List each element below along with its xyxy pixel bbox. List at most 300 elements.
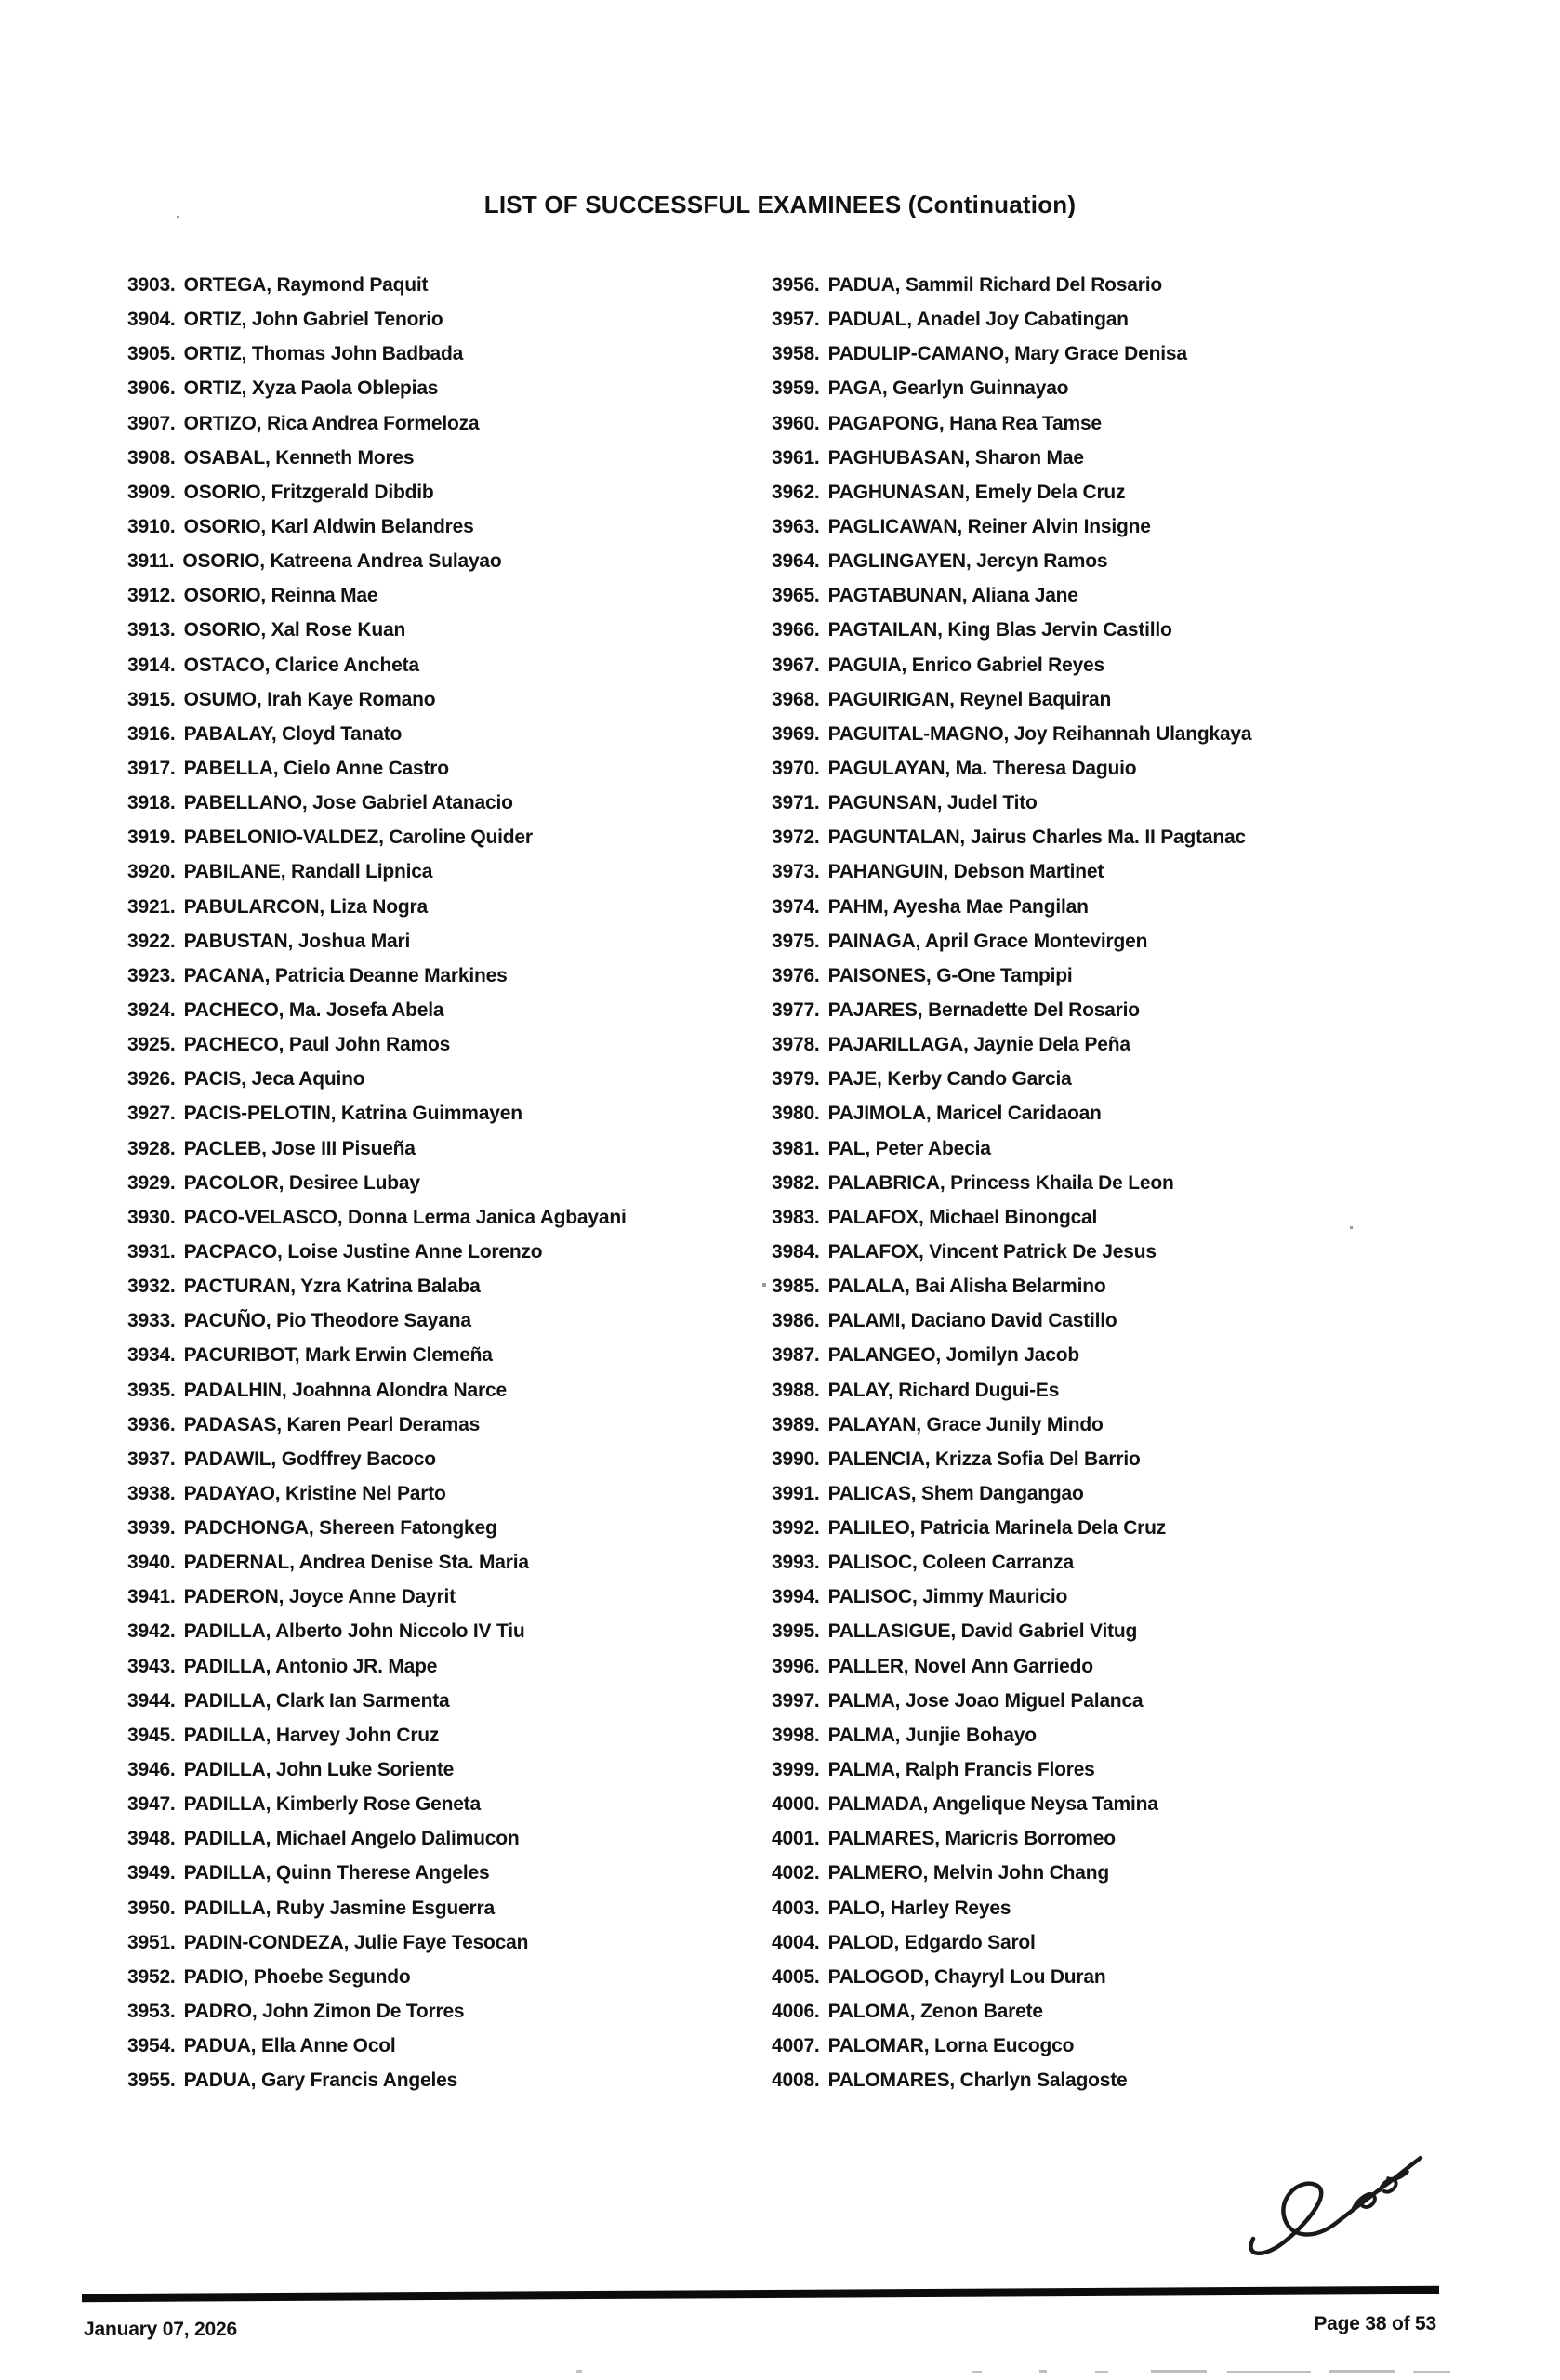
examinee-name: PALLER, Novel Ann Garriedo	[827, 1655, 1093, 1677]
examinee-name: PADCHONGA, Shereen Fatongkeg	[183, 1517, 497, 1540]
examinee-name: PALOGOD, Chayryl Lou Duran	[827, 1965, 1106, 1988]
examinee-number: 4000.	[772, 1793, 820, 1816]
list-item	[772, 1856, 1251, 1890]
examinee-name: PALMADA, Angelique Neysa Tamina	[827, 1793, 1158, 1816]
examinee-number: 3975.	[772, 930, 820, 952]
examinee-name: PACLEB, Jose III Pisueña	[183, 1137, 416, 1159]
examinee-name: PABILANE, Randall Lipnica	[183, 861, 433, 883]
list-item	[772, 544, 1251, 578]
list-item	[127, 1994, 627, 2029]
examinee-number: 3990.	[772, 1448, 820, 1470]
examinee-number: 3931.	[127, 1240, 176, 1263]
examinee-number: 3968.	[772, 688, 820, 710]
list-item	[127, 509, 627, 544]
list-item	[772, 1408, 1251, 1442]
list-item	[127, 1718, 627, 1752]
list-item	[772, 1684, 1251, 1718]
list-item	[127, 1891, 627, 1925]
list-item	[127, 1960, 627, 1994]
list-item	[127, 1649, 627, 1684]
examinee-number: 3986.	[772, 1310, 820, 1332]
examinee-number: 3903.	[127, 274, 176, 296]
examinee-number: 3934.	[127, 1344, 176, 1367]
examinee-number: 3995.	[772, 1620, 820, 1643]
list-item	[127, 854, 627, 889]
examinee-name: PACANA, Patricia Deanne Markines	[183, 964, 508, 986]
examinee-number: 3929.	[127, 1171, 176, 1194]
list-item	[127, 1166, 627, 1200]
examinee-number: 3999.	[772, 1759, 820, 1781]
list-item	[772, 302, 1251, 337]
examinee-name: PALLASIGUE, David Gabriel Vitug	[827, 1620, 1138, 1643]
examinee-number: 3942.	[127, 1620, 176, 1643]
examinee-number: 3978.	[772, 1034, 820, 1056]
list-item	[772, 578, 1251, 613]
examinee-number: 3969.	[772, 722, 820, 745]
list-item	[127, 406, 627, 441]
list-item	[127, 924, 627, 959]
list-item	[127, 1511, 627, 1545]
examinee-name: OSORIO, Reinna Mae	[183, 585, 378, 607]
examinee-name: PAGHUBASAN, Sharon Mae	[827, 446, 1084, 469]
list-item	[772, 509, 1251, 544]
examinee-number: 3907.	[127, 412, 176, 434]
examinee-name: PACTURAN, Yzra Katrina Balaba	[183, 1276, 481, 1298]
examinee-number: 3928.	[127, 1137, 176, 1159]
list-item	[127, 1442, 627, 1476]
examinee-number: 3943.	[127, 1655, 176, 1677]
examinee-number: 3927.	[127, 1103, 176, 1125]
list-item	[772, 1166, 1251, 1200]
examinee-number: 3917.	[127, 757, 176, 779]
examinee-number: 4004.	[772, 1931, 820, 1953]
list-item	[772, 648, 1251, 682]
list-item	[127, 613, 627, 647]
examinee-number: 3946.	[127, 1759, 176, 1781]
examinee-number: 3952.	[127, 1965, 176, 1988]
examinee-number: 3951.	[127, 1931, 176, 1953]
list-item	[772, 475, 1251, 509]
examinee-name: PADIO, Phoebe Segundo	[183, 1965, 411, 1988]
list-item	[127, 1062, 627, 1096]
examinee-number: 3980.	[772, 1103, 820, 1125]
examinee-name: PALABRICA, Princess Khaila De Leon	[827, 1171, 1174, 1194]
list-item	[127, 2063, 627, 2097]
examinee-name: PALMA, Junjie Bohayo	[827, 1724, 1037, 1746]
list-item	[127, 441, 627, 475]
examinee-number: 4006.	[772, 2001, 820, 2023]
list-item	[772, 717, 1251, 751]
list-item	[772, 2029, 1251, 2063]
examinee-name: PAGULAYAN, Ma. Theresa Daguio	[827, 757, 1137, 779]
list-item	[772, 924, 1251, 959]
list-item	[127, 1027, 627, 1062]
examinee-name: PALISOC, Coleen Carranza	[827, 1552, 1074, 1574]
examinee-name: PACIS, Jeca Aquino	[183, 1068, 365, 1091]
footer-page-number: Page 38 of 53	[1314, 2313, 1436, 2334]
list-item	[772, 1752, 1251, 1787]
list-item	[127, 1235, 627, 1269]
list-item	[772, 406, 1251, 441]
examinee-name: PAGUITAL-MAGNO, Joy Reihannah Ulangkaya	[827, 722, 1252, 745]
list-item	[127, 1131, 627, 1166]
examinee-name: PAINAGA, April Grace Montevirgen	[827, 930, 1148, 952]
examinee-name: PACOLOR, Desiree Lubay	[183, 1171, 420, 1194]
examinee-name: ORTIZO, Rica Andrea Formeloza	[183, 412, 480, 434]
list-item	[772, 1787, 1251, 1821]
examinee-name: PAHM, Ayesha Mae Pangilan	[827, 895, 1089, 918]
examinee-number: 3988.	[772, 1379, 820, 1401]
examinee-number: 3954.	[127, 2035, 176, 2057]
examinee-name: ORTIZ, Xyza Paola Oblepias	[183, 377, 439, 400]
examinee-name: PAJE, Kerby Cando Garcia	[827, 1068, 1072, 1091]
examinee-name: PALAFOX, Michael Binongcal	[827, 1206, 1098, 1228]
list-item	[772, 1096, 1251, 1130]
examinee-number: 3913.	[127, 619, 176, 641]
examinee-name: PAGUNTALAN, Jairus Charles Ma. II Pagtanac	[827, 826, 1246, 849]
examinee-number: 3923.	[127, 964, 176, 986]
list-item	[772, 2063, 1251, 2097]
examinee-number: 3974.	[772, 895, 820, 918]
list-item	[772, 786, 1251, 820]
list-item	[127, 371, 627, 405]
list-item	[772, 371, 1251, 405]
examinee-name: PAGUIRIGAN, Reynel Baquiran	[827, 688, 1112, 710]
examinee-name: PALOMAR, Lorna Eucogco	[827, 2035, 1075, 2057]
examinee-name: PABULARCON, Liza Nogra	[183, 895, 428, 918]
examinee-name: PALANGEO, Jomilyn Jacob	[827, 1344, 1079, 1367]
list-item	[772, 1614, 1251, 1648]
examinee-number: 3950.	[127, 1897, 176, 1919]
examinee-name: PALOD, Edgardo Sarol	[827, 1931, 1036, 1953]
examinee-name: PALMA, Jose Joao Miguel Palanca	[827, 1689, 1144, 1712]
examinee-number: 3914.	[127, 654, 176, 676]
list-item	[772, 1891, 1251, 1925]
list-item	[127, 786, 627, 820]
examinee-name: ORTIZ, John Gabriel Tenorio	[183, 309, 443, 331]
list-item	[772, 1373, 1251, 1408]
list-item	[772, 337, 1251, 371]
examinee-number: 3979.	[772, 1068, 820, 1091]
list-item	[772, 1200, 1251, 1235]
examinee-number: 3966.	[772, 619, 820, 641]
examinee-name: PABALAY, Cloyd Tanato	[183, 722, 403, 745]
list-item	[772, 1821, 1251, 1856]
examinee-name: PADILLA, John Luke Soriente	[183, 1759, 455, 1781]
examinee-number: 3919.	[127, 826, 176, 849]
list-item	[772, 268, 1251, 302]
examinee-name: PACHECO, Paul John Ramos	[183, 1034, 451, 1056]
list-item	[772, 613, 1251, 647]
examinee-name: PADERNAL, Andrea Denise Sta. Maria	[183, 1552, 529, 1574]
list-item	[127, 2029, 627, 2063]
list-item	[772, 1649, 1251, 1684]
examinee-number: 3940.	[127, 1552, 176, 1574]
examinee-name: PADUA, Gary Francis Angeles	[183, 2069, 458, 2092]
examinee-name: PADUA, Ella Anne Ocol	[183, 2035, 396, 2057]
examinee-number: 3926.	[127, 1068, 176, 1091]
examinee-number: 3955.	[127, 2069, 176, 2092]
examinee-name: PABELONIO-VALDEZ, Caroline Quider	[183, 826, 533, 849]
list-item	[772, 1442, 1251, 1476]
examinee-name: PALILEO, Patricia Marinela Dela Cruz	[827, 1517, 1167, 1540]
examinee-number: 3936.	[127, 1413, 176, 1435]
examinee-name: PAGTAILAN, King Blas Jervin Castillo	[827, 619, 1172, 641]
examinee-name: PAJARES, Bernadette Del Rosario	[827, 998, 1140, 1021]
list-item	[772, 1303, 1251, 1338]
examinee-name: PAHANGUIN, Debson Martinet	[827, 861, 1104, 883]
examinee-name: PALALA, Bai Alisha Belarmino	[827, 1276, 1106, 1298]
examinee-name: ORTIZ, Thomas John Badbada	[183, 343, 464, 365]
list-item	[772, 854, 1251, 889]
examinee-name: PADILLA, Kimberly Rose Geneta	[183, 1793, 481, 1816]
examinee-number: 3948.	[127, 1828, 176, 1850]
examinee-name: PAISONES, G-One Tampipi	[827, 964, 1073, 986]
examinee-name: PACO-VELASCO, Donna Lerma Janica Agbayani	[183, 1206, 627, 1228]
examinee-number: 3905.	[127, 343, 176, 365]
examinee-name: PAJIMOLA, Maricel Caridaoan	[827, 1103, 1102, 1125]
list-item	[127, 993, 627, 1027]
examinee-number: 3930.	[127, 1206, 176, 1228]
examinee-number: 3982.	[772, 1171, 820, 1194]
examinee-name: PABELLANO, Jose Gabriel Atanacio	[183, 792, 513, 814]
examinee-name: OSORIO, Karl Aldwin Belandres	[183, 515, 474, 537]
list-item	[772, 1580, 1251, 1614]
examinee-number: 3996.	[772, 1655, 820, 1677]
list-item	[772, 959, 1251, 993]
list-item	[127, 648, 627, 682]
examinee-number: 3910.	[127, 515, 176, 537]
examinee-number: 4008.	[772, 2069, 820, 2092]
list-item	[772, 993, 1251, 1027]
examinee-name: PADULIP-CAMANO, Mary Grace Denisa	[827, 343, 1187, 365]
examinee-number: 3976.	[772, 964, 820, 986]
examinee-number: 3949.	[127, 1862, 176, 1884]
list-item	[127, 1580, 627, 1614]
examinee-name: PACHECO, Ma. Josefa Abela	[183, 998, 444, 1021]
footer-divider	[82, 2286, 1439, 2302]
scan-noise-dash	[1151, 2370, 1207, 2373]
examinee-name: PALO, Harley Reyes	[827, 1897, 1011, 1919]
examinee-number: 3962.	[772, 481, 820, 503]
examinee-name: PAGHUNASAN, Emely Dela Cruz	[827, 481, 1126, 503]
examinee-name: PADILLA, Harvey John Cruz	[183, 1724, 440, 1746]
examinee-number: 3921.	[127, 895, 176, 918]
examinee-name: PACIS-PELOTIN, Katrina Guimmayen	[183, 1103, 522, 1125]
list-item	[772, 820, 1251, 854]
examinee-number: 3985.	[772, 1276, 820, 1298]
scan-speck	[762, 1283, 766, 1287]
examinee-name: OSORIO, Xal Rose Kuan	[183, 619, 406, 641]
list-item	[772, 1131, 1251, 1166]
examinee-number: 3997.	[772, 1689, 820, 1712]
examinee-number: 3970.	[772, 757, 820, 779]
list-item	[772, 1269, 1251, 1303]
examinee-number: 3984.	[772, 1240, 820, 1263]
scan-noise-dash	[576, 2370, 582, 2373]
examinee-number: 3977.	[772, 998, 820, 1021]
list-item	[127, 1925, 627, 1960]
scan-noise-dash	[1039, 2370, 1047, 2373]
list-item	[772, 1511, 1251, 1545]
examinee-name: PALMERO, Melvin John Chang	[827, 1862, 1109, 1884]
examinee-number: 3987.	[772, 1344, 820, 1367]
list-item	[772, 890, 1251, 924]
list-item	[127, 1821, 627, 1856]
examinee-number: 3958.	[772, 343, 820, 365]
examinee-name: PABELLA, Cielo Anne Castro	[183, 757, 449, 779]
examinee-name: ORTEGA, Raymond Paquit	[183, 274, 429, 296]
list-item	[127, 1476, 627, 1511]
examinee-number: 4002.	[772, 1862, 820, 1884]
examinee-name: PALAY, Richard Dugui-Es	[827, 1379, 1060, 1401]
examinee-number: 3944.	[127, 1689, 176, 1712]
list-item	[772, 682, 1251, 717]
examinee-number: 3972.	[772, 826, 820, 849]
examinee-name: PADALHIN, Joahnna Alondra Narce	[183, 1379, 507, 1401]
examinee-name: PADILLA, Ruby Jasmine Esguerra	[183, 1897, 495, 1919]
examinee-number: 3991.	[772, 1482, 820, 1504]
list-item	[127, 578, 627, 613]
scan-noise-dash	[972, 2371, 982, 2373]
examinee-name: PAGTABUNAN, Aliana Jane	[827, 585, 1078, 607]
examinee-number: 3924.	[127, 998, 176, 1021]
page-title: LIST OF SUCCESSFUL EXAMINEES (Continuation)	[483, 191, 1077, 218]
list-item	[127, 1338, 627, 1372]
examinee-number: 3908.	[127, 446, 176, 469]
list-item	[127, 1614, 627, 1648]
examinee-number: 4003.	[772, 1897, 820, 1919]
list-item	[127, 1856, 627, 1890]
examinee-name: PAL, Peter Abecia	[827, 1137, 991, 1159]
examinee-number: 3953.	[127, 2001, 176, 2023]
list-item	[772, 1718, 1251, 1752]
examinee-number: 3983.	[772, 1206, 820, 1228]
list-item	[127, 302, 627, 337]
examinee-number: 3967.	[772, 654, 820, 676]
examinee-name: PADILLA, Antonio JR. Mape	[183, 1655, 438, 1677]
examinee-name: PALICAS, Shem Dangangao	[827, 1482, 1084, 1504]
examinee-name: PADUA, Sammil Richard Del Rosario	[827, 274, 1162, 296]
examinee-number: 3912.	[127, 585, 176, 607]
examinee-number: 3918.	[127, 792, 176, 814]
list-item	[772, 1062, 1251, 1096]
examinee-name: PAGLINGAYEN, Jercyn Ramos	[827, 550, 1108, 573]
examinee-number: 3945.	[127, 1724, 176, 1746]
examinee-number: 3909.	[127, 481, 176, 503]
examinee-number: 4007.	[772, 2035, 820, 2057]
examinee-name: PALOMA, Zenon Barete	[827, 2001, 1043, 2023]
list-item	[127, 1200, 627, 1235]
scan-noise-dash	[1095, 2371, 1108, 2373]
examinee-number: 3937.	[127, 1448, 176, 1470]
examinee-name: PADASAS, Karen Pearl Deramas	[183, 1413, 481, 1435]
examinee-name: PALAMI, Daciano David Castillo	[827, 1310, 1117, 1332]
examinee-number: 3922.	[127, 930, 176, 952]
list-item	[772, 751, 1251, 786]
list-item	[127, 751, 627, 786]
examinee-name: PAGA, Gearlyn Guinnayao	[827, 377, 1069, 400]
scan-speck	[1350, 1226, 1353, 1229]
examinee-number: 4005.	[772, 1965, 820, 1988]
examinee-name: PAGUNSAN, Judel Tito	[827, 792, 1038, 814]
list-item	[127, 1684, 627, 1718]
examinee-name: PALOMARES, Charlyn Salagoste	[827, 2069, 1128, 2092]
list-item	[127, 1303, 627, 1338]
list-item	[772, 1338, 1251, 1372]
examinee-number: 3938.	[127, 1482, 176, 1504]
examinee-number: 3904.	[127, 309, 176, 331]
examinee-number: 3911.	[127, 550, 175, 573]
examinee-name: PADIN-CONDEZA, Julie Faye Tesocan	[183, 1931, 529, 1953]
examinee-name: PACURIBOT, Mark Erwin Clemeña	[183, 1344, 493, 1367]
examinee-number: 3956.	[772, 274, 820, 296]
list-item	[127, 1545, 627, 1580]
examinee-name: OSORIO, Fritzgerald Dibdib	[183, 481, 434, 503]
examinee-number: 3920.	[127, 861, 176, 883]
scan-noise-dash	[1227, 2371, 1311, 2373]
examinee-column-left	[127, 268, 627, 2097]
examinee-number: 3916.	[127, 722, 176, 745]
examinee-number: 3981.	[772, 1137, 820, 1159]
examinee-number: 3941.	[127, 1586, 176, 1608]
list-item	[127, 820, 627, 854]
examinee-number: 4001.	[772, 1828, 820, 1850]
list-item	[772, 1476, 1251, 1511]
examinee-name: PALAYAN, Grace Junily Mindo	[827, 1413, 1104, 1435]
scan-speck	[177, 216, 179, 218]
footer-date: January 07, 2026	[84, 2319, 237, 2340]
examinee-name: PADRO, John Zimon De Torres	[183, 2001, 465, 2023]
list-item	[127, 268, 627, 302]
list-item	[772, 1027, 1251, 1062]
examinee-name: PAJARILLAGA, Jaynie Dela Peña	[827, 1034, 1130, 1056]
examinee-number: 3994.	[772, 1586, 820, 1608]
examinee-number: 3960.	[772, 412, 820, 434]
examinee-number: 3959.	[772, 377, 820, 400]
examinee-name: PADILLA, Alberto John Niccolo IV Tiu	[183, 1620, 525, 1643]
list-item	[127, 1373, 627, 1408]
examinee-name: PACPACO, Loise Justine Anne Lorenzo	[183, 1240, 543, 1263]
list-item	[127, 1408, 627, 1442]
examinee-number: 3971.	[772, 792, 820, 814]
examinee-number: 3925.	[127, 1034, 176, 1056]
examinee-name: PADERON, Joyce Anne Dayrit	[183, 1586, 456, 1608]
list-item	[127, 890, 627, 924]
examinee-number: 3933.	[127, 1310, 176, 1332]
examinee-number: 3993.	[772, 1552, 820, 1574]
examinee-name: PADILLA, Clark Ian Sarmenta	[183, 1689, 450, 1712]
examinee-number: 3939.	[127, 1517, 176, 1540]
list-item	[772, 1994, 1251, 2029]
scan-noise-dash	[1329, 2370, 1395, 2373]
examinee-number: 3957.	[772, 309, 820, 331]
examinee-number: 3998.	[772, 1724, 820, 1746]
examinee-number: 3906.	[127, 377, 176, 400]
examinee-name: OSABAL, Kenneth Mores	[183, 446, 415, 469]
examinee-name: PAGAPONG, Hana Rea Tamse	[827, 412, 1102, 434]
examinee-name: PADILLA, Quinn Therese Angeles	[183, 1862, 490, 1884]
examinee-name: PADAWIL, Godffrey Bacoco	[183, 1448, 436, 1470]
list-item	[127, 544, 627, 578]
list-item	[772, 1960, 1251, 1994]
examinee-number: 3932.	[127, 1276, 176, 1298]
examinee-number: 3965.	[772, 585, 820, 607]
examinee-name: PALAFOX, Vincent Patrick De Jesus	[827, 1240, 1157, 1263]
examinee-name: PALENCIA, Krizza Sofia Del Barrio	[827, 1448, 1141, 1470]
examinee-number: 3947.	[127, 1793, 176, 1816]
examinee-name: PADAYAO, Kristine Nel Parto	[183, 1482, 446, 1504]
